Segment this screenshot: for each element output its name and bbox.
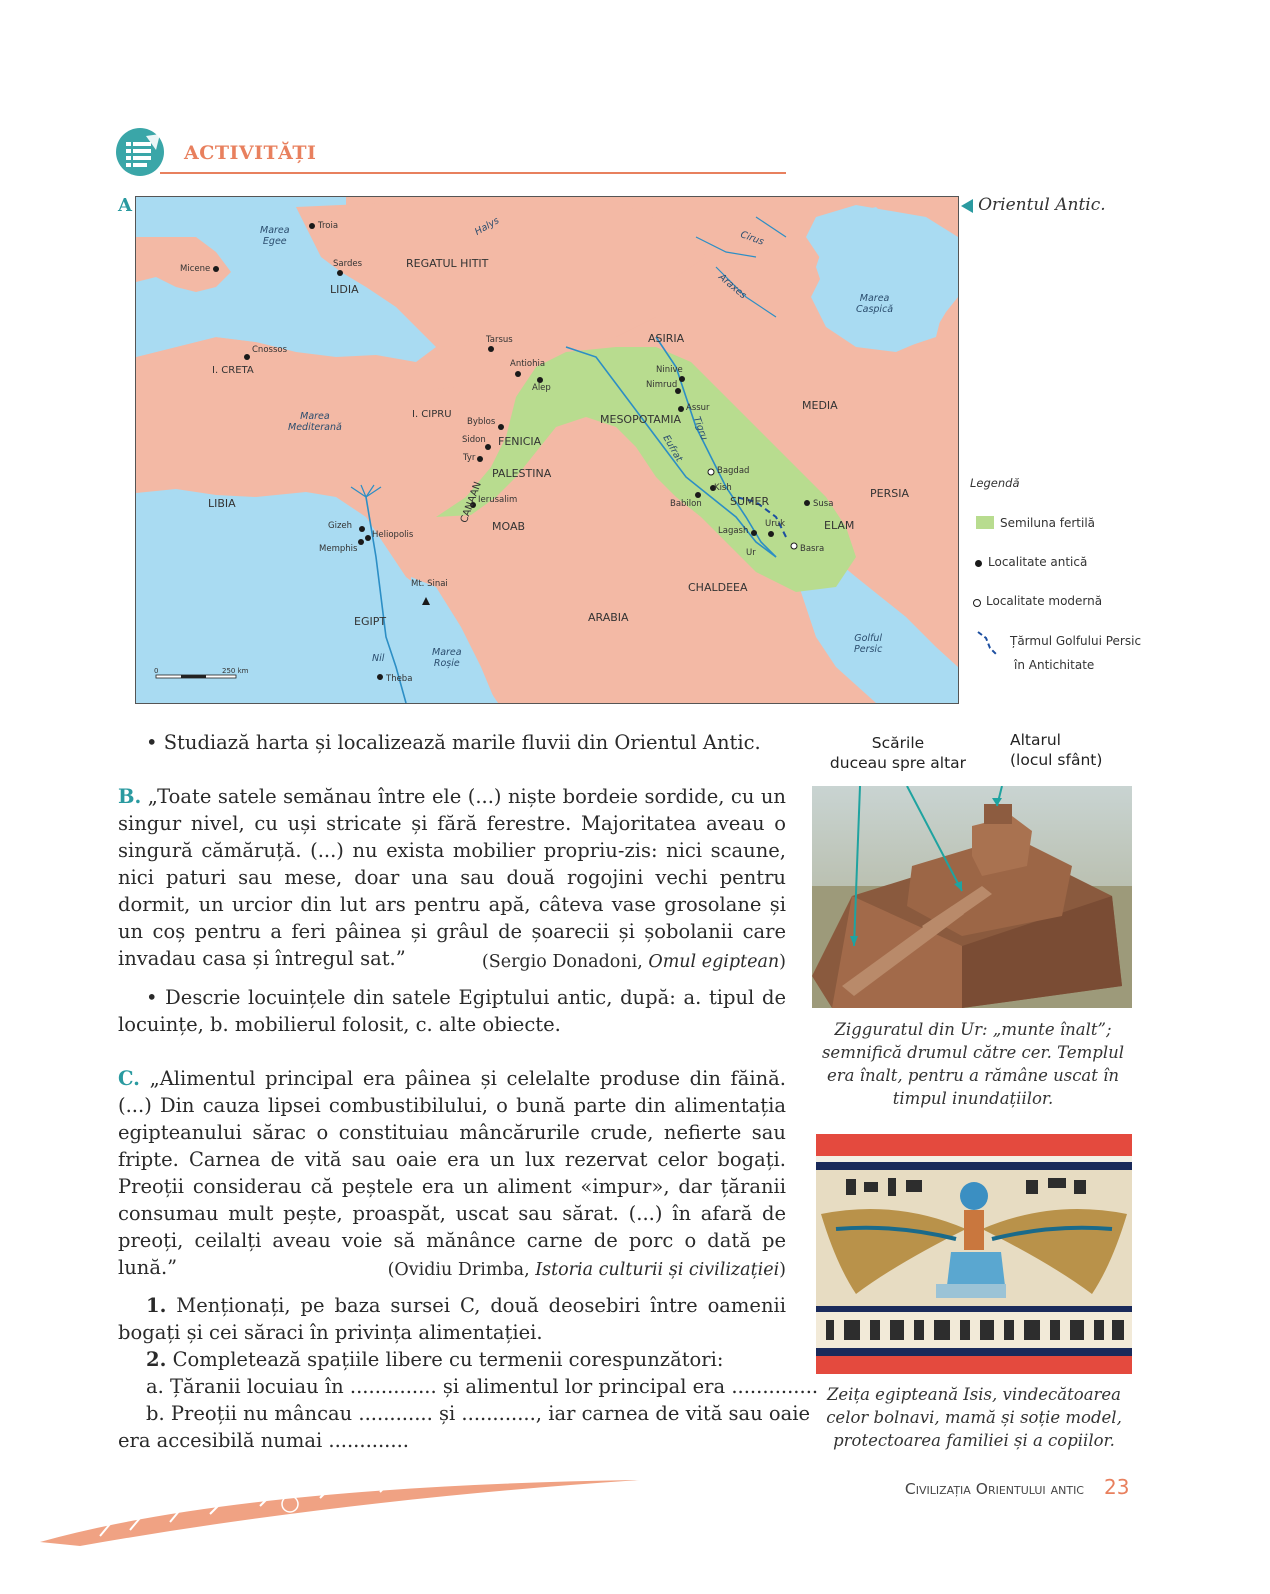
source-end: ) <box>779 1260 786 1280</box>
map-label: Micene <box>180 264 211 274</box>
map-label: Uruk <box>765 519 786 529</box>
map-label: PERSIA <box>870 487 909 500</box>
map-label: Eufrat <box>660 433 685 464</box>
ziggurat-pointer-arrows <box>812 786 1132 1008</box>
map-label: Nimrud <box>646 380 678 390</box>
map-label: Tyr <box>463 453 476 463</box>
map-label: Cnossos <box>252 345 288 355</box>
task-a: • Studiază harta și localizează marile fluvii din Orientul Antic. <box>146 731 761 754</box>
map-label: I. CIPRU <box>412 409 452 420</box>
map-label: PALESTINA <box>492 467 552 480</box>
map-label: Marea Roșie <box>432 647 462 669</box>
map-label: Tarsus <box>486 335 513 345</box>
legend-shore-label-2: în Antichitate <box>1014 658 1095 672</box>
map-label: Byblos <box>467 417 496 427</box>
isis-image <box>816 1134 1132 1374</box>
section-c-text: „Alimentul principal era pâinea și celelalte produse din făină. (...) Din cauza lipsei combustibilului, o bună parte din alimentația egipteanului sărac o constituiau mâncărurile crude, nefierte sau fripte. Carnea de vită sau oaie era un lux rezervat celor bogați. Preoții considerau că peștele era un aliment «impur», dar țăranii consumau mult pește, proaspăt, uscat sau sărat. (...) în afară de preoți, ceilalți aveau voie să mănânce carne de porc o dată pe lună.” <box>118 1067 786 1279</box>
section-c-source <box>330 1260 786 1280</box>
question-2-c: era accesibilă numai ............. <box>118 1429 409 1452</box>
legend-ancient-dot <box>975 560 982 567</box>
map-label: Basra <box>800 544 825 554</box>
map-caption-text: Orientul Antic. <box>978 195 1106 215</box>
map-label: LIDIA <box>330 283 359 296</box>
legend-shore-label-1: Țărmul Golfului Persic <box>1010 634 1142 648</box>
ziggurat-image <box>812 786 1132 1008</box>
map-label: Lagash <box>718 526 749 536</box>
scale-label-zero: 0 <box>154 667 159 675</box>
map-label: Theba <box>386 674 413 684</box>
question-2-text: Completează spațiile libere cu termenii corespunzători: <box>172 1348 724 1371</box>
question-2-b: b. Preoții nu mâncau ............ și ............, iar carnea de vită sau oaie <box>146 1402 811 1425</box>
question-1 <box>118 1292 786 1346</box>
legend-fertile-label: Semiluna fertilă <box>1000 516 1096 530</box>
map-graphic <box>136 197 958 703</box>
ziggurat-caption: Zigguratul din Ur: „munte înalt”; semnifică drumul către cer. Templul era înalt, pentru a rămâne uscat în timpul inundațiilor. <box>821 1020 1125 1108</box>
activities-header <box>116 124 786 180</box>
map-label: Nil <box>372 653 385 664</box>
map-label: CHALDEEA <box>688 581 748 594</box>
map-label: Ninive <box>656 365 683 375</box>
legend-modern-dot <box>973 599 981 607</box>
map-label: Marea Caspică <box>856 293 894 315</box>
map-caption <box>961 195 1106 215</box>
question-1-text: Menționați, pe baza sursei C, două deosebiri între oamenii bogați și cei săraci în privința alimentației. <box>118 1294 786 1344</box>
header-rule <box>160 172 786 174</box>
map-label: REGATUL HITIT <box>406 257 489 270</box>
caption-arrow-icon <box>961 199 973 213</box>
map-label: CANAAN <box>458 480 484 525</box>
question-2-a: a. Țăranii locuiau în .............. și alimentul lor principal era .............. <box>146 1375 819 1398</box>
section-b-text: „Toate satele semănau între ele (...) niște bordeie sordide, cu un singur nivel, cu uși stricate și fără ferestre. Majoritatea aveau o singură cămăruță. (...) nu exista mobilier propriu-zis: nici scaune, nici paturi sau mese, doar una sau două rogojini vechi pentru dormit, un urcior din lut ars pentru apă, câteva vase grosolane și un coș pentru a feri pâinea și grâul de șoarecii și șobolanii care invadau casa și întregul sat.” <box>118 785 786 970</box>
task-b: • Descrie locuințele din satele Egiptului antic, după: a. tipul de locuințe, b. mobilierul folosit, c. alte obiecte. <box>118 986 786 1036</box>
map-label: Halys <box>473 215 502 238</box>
map-label: SUMER <box>730 495 770 508</box>
map-label: MESOPOTAMIA <box>600 413 682 426</box>
source-author: (Sergio Donadoni, <box>481 952 649 972</box>
scale-label-km: 250 km <box>222 667 249 675</box>
map-label: MOAB <box>492 520 526 533</box>
section-c-letter: C. <box>118 1067 140 1090</box>
section-b-letter: B. <box>118 785 142 808</box>
source-title: Omul egiptean <box>648 952 780 972</box>
map-label: Sardes <box>333 259 363 269</box>
map-label: Sidon <box>462 435 486 445</box>
ancient-east-map <box>135 196 959 704</box>
ziggurat-altar-label: Altarul (locul sfânt) <box>1010 731 1103 769</box>
map-label: LIBIA <box>208 497 236 510</box>
ziggurat-stairs-label: Scările duceau spre altar <box>829 734 967 772</box>
question-2-number: 2. <box>146 1348 167 1371</box>
map-label: MEDIA <box>802 399 838 412</box>
map-label: Gizeh <box>328 521 353 531</box>
map-label: Araxes <box>716 271 749 302</box>
map-label: Memphis <box>319 544 358 554</box>
legend-fertile-swatch <box>976 516 994 529</box>
footer-chapter: Civilizația Orientului antic <box>904 1480 1084 1498</box>
map-label: Babilon <box>670 499 702 509</box>
map-label: Kish <box>714 483 732 493</box>
map-label: Susa <box>813 499 834 509</box>
legend-shore-icon <box>976 630 998 656</box>
map-label: Antiohia <box>510 359 546 369</box>
map-label: Marea Egee <box>260 225 290 247</box>
source-author: (Ovidiu Drimba, <box>387 1260 536 1280</box>
map-label: Bagdad <box>717 466 750 476</box>
map-label: Heliopolis <box>372 530 414 540</box>
section-b-source <box>418 952 786 972</box>
activity-icon <box>116 128 164 176</box>
map-label: Alep <box>532 383 551 393</box>
map-label: Assur <box>686 403 710 413</box>
legend-ancient-label: Localitate antică <box>988 555 1088 569</box>
footer-decoration <box>40 1476 640 1546</box>
map-label: Mt. Sinai <box>411 579 448 589</box>
legend-title: Legendă <box>970 476 1020 490</box>
map-label: Ierusalim <box>478 495 518 505</box>
section-a-letter: A <box>118 195 132 216</box>
activities-title: ACTIVITĂȚI <box>184 142 317 164</box>
map-label: Tigru <box>690 415 710 442</box>
section-b <box>118 783 786 972</box>
question-2 <box>146 1346 786 1373</box>
map-label: Ur <box>746 548 756 558</box>
map-label: FENICIA <box>498 435 542 448</box>
map-legend <box>968 476 1148 686</box>
section-c <box>118 1065 786 1281</box>
source-title: Istoria culturii și civilizației <box>535 1260 780 1280</box>
map-label: Marea Mediterană <box>288 411 342 433</box>
map-label: Golful Persic <box>854 633 883 655</box>
map-label: EGIPT <box>354 615 387 628</box>
legend-modern-label: Localitate modernă <box>986 594 1103 608</box>
map-label: ASIRIA <box>648 332 685 345</box>
question-1-number: 1. <box>146 1294 167 1317</box>
page-number: 23 <box>1104 1475 1130 1499</box>
map-label: ARABIA <box>588 611 629 624</box>
map-label: ELAM <box>824 519 855 532</box>
map-label: I. CRETA <box>212 365 254 376</box>
map-label: Troia <box>318 221 339 231</box>
isis-caption: Zeița egipteană Isis, vindecătoarea celor bolnavi, mamă și soție model, protectoarea familiei și a copiilor. <box>826 1385 1122 1450</box>
map-label: Cirus <box>738 229 766 248</box>
source-end: ) <box>779 952 786 972</box>
